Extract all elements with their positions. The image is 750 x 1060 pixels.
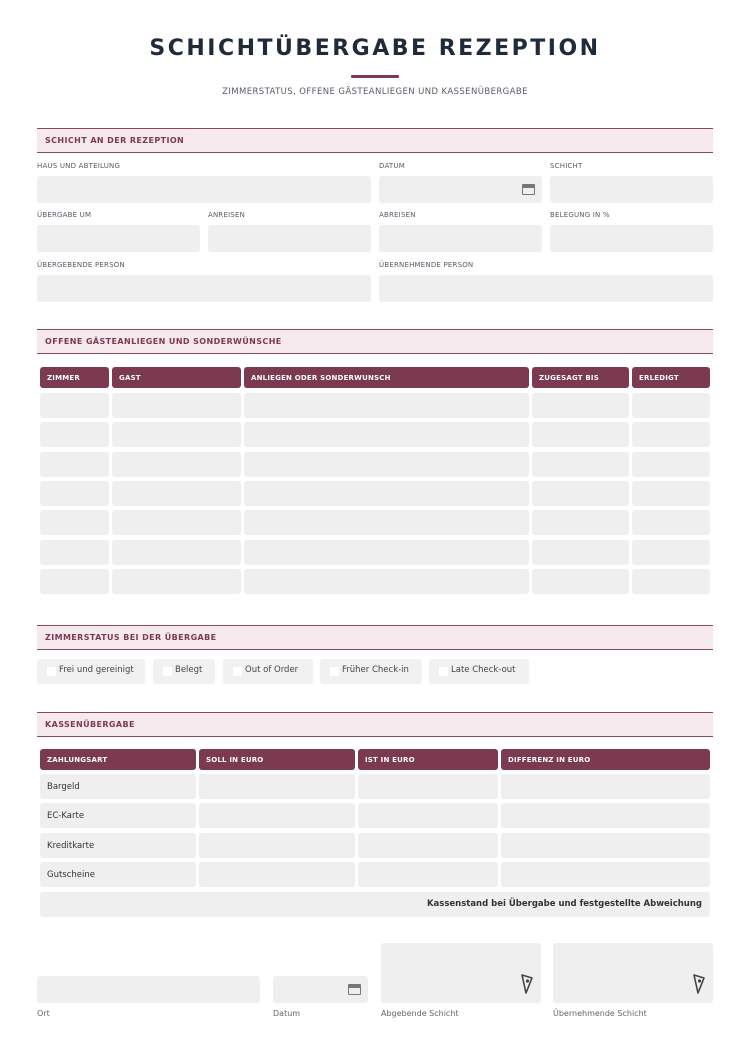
col-gast: GAST: [112, 367, 241, 388]
col-soll: SOLL IN EURO: [199, 749, 355, 770]
request-cell-erledigt[interactable]: [632, 393, 710, 418]
request-cell-zugesagt[interactable]: [532, 510, 629, 535]
request-cell-erledigt[interactable]: [632, 540, 710, 565]
page-subtitle: ZIMMERSTATUS, OFFENE GÄSTEANLIEGEN UND KASSENÜBERGABE: [222, 87, 528, 97]
request-cell-zugesagt[interactable]: [532, 393, 629, 418]
col-zugesagt: ZUGESAGT BIS: [532, 367, 629, 388]
request-cell-zimmer[interactable]: [40, 422, 109, 447]
status-option-label: Frei und gereinigt: [59, 665, 134, 675]
request-cell-anliegen[interactable]: [244, 540, 529, 565]
request-cell-zimmer[interactable]: [40, 569, 109, 594]
cash-cell-differenz[interactable]: [501, 862, 710, 887]
calendar-icon[interactable]: [348, 984, 361, 995]
request-cell-anliegen[interactable]: [244, 510, 529, 535]
request-cell-erledigt[interactable]: [632, 510, 710, 535]
request-cell-gast[interactable]: [112, 510, 241, 535]
cash-summary-label: Kassenstand bei Übergabe und festgestellte Abweichung: [426, 899, 702, 909]
cash-cell-soll[interactable]: [199, 774, 355, 799]
request-cell-gast[interactable]: [112, 452, 241, 477]
section-header-cash: [37, 712, 713, 737]
label-datum: DATUM: [379, 162, 405, 170]
uebernehmende-field[interactable]: [379, 275, 713, 302]
section-title: OFFENE GÄSTEANLIEGEN UND SONDERWÜNSCHE: [45, 337, 282, 346]
section-header-room-status: [37, 625, 713, 650]
signature-uebernehmende-field[interactable]: [553, 943, 713, 1003]
cash-cell-differenz[interactable]: [501, 774, 710, 799]
status-option-frueher-checkin[interactable]: [320, 659, 422, 684]
cash-cell-differenz[interactable]: [501, 803, 710, 828]
cash-cell-zahlungsart: Kreditkarte: [40, 833, 196, 858]
checkbox[interactable]: [330, 667, 339, 676]
status-option-label: Out of Order: [245, 665, 299, 675]
pen-icon: [519, 973, 535, 995]
request-cell-zugesagt[interactable]: [532, 481, 629, 506]
section-header-shift: [37, 128, 713, 153]
status-option-label: Früher Check-in: [342, 665, 409, 675]
cash-cell-zahlungsart: Bargeld: [40, 774, 196, 799]
cash-cell-soll[interactable]: [199, 833, 355, 858]
cash-cell-ist[interactable]: [358, 774, 498, 799]
cash-cell-ist[interactable]: [358, 833, 498, 858]
request-cell-zimmer[interactable]: [40, 540, 109, 565]
cash-cell-zahlungsart: Gutscheine: [40, 862, 196, 887]
request-cell-zugesagt[interactable]: [532, 422, 629, 447]
request-cell-gast[interactable]: [112, 393, 241, 418]
col-erledigt: ERLEDIGT: [632, 367, 710, 388]
uebergebende-field[interactable]: [37, 275, 371, 302]
label-anreisen: ANREISEN: [208, 211, 246, 219]
checkbox[interactable]: [233, 667, 242, 676]
checkbox[interactable]: [439, 667, 448, 676]
pen-icon: [691, 973, 707, 995]
request-cell-erledigt[interactable]: [632, 422, 710, 447]
label-uebernehmende: ÜBERNEHMENDE PERSON: [379, 261, 474, 269]
cash-cell-soll[interactable]: [199, 803, 355, 828]
col-zahlungsart: ZAHLUNGSART: [40, 749, 196, 770]
request-cell-anliegen[interactable]: [244, 393, 529, 418]
request-cell-gast[interactable]: [112, 540, 241, 565]
status-option-label: Late Check-out: [451, 665, 516, 675]
section-header-requests: [37, 329, 713, 354]
anreisen-field[interactable]: [208, 225, 371, 252]
uebergabe-um-field[interactable]: [37, 225, 200, 252]
col-differenz: DIFFERENZ IN EURO: [501, 749, 710, 770]
col-ist: IST IN EURO: [358, 749, 498, 770]
status-option-label: Belegt: [175, 665, 203, 675]
request-cell-gast[interactable]: [112, 481, 241, 506]
request-cell-erledigt[interactable]: [632, 452, 710, 477]
cash-cell-ist[interactable]: [358, 803, 498, 828]
calendar-icon[interactable]: [522, 184, 535, 195]
abreisen-field[interactable]: [379, 225, 542, 252]
belegung-field[interactable]: [550, 225, 713, 252]
section-title: SCHICHT AN DER REZEPTION: [45, 136, 185, 145]
sign-date-field[interactable]: [273, 976, 368, 1003]
request-cell-zugesagt[interactable]: [532, 569, 629, 594]
page-title: SCHICHTÜBERGABE REZEPTION: [149, 36, 601, 61]
sign-date-label: Datum: [273, 1009, 301, 1018]
section-title: KASSENÜBERGABE: [45, 720, 135, 729]
haus-field[interactable]: [37, 176, 371, 203]
signature-abgebende-label: Abgebende Schicht: [381, 1009, 459, 1018]
col-zimmer: ZIMMER: [40, 367, 109, 388]
status-option-late-checkout[interactable]: [429, 659, 529, 684]
label-haus: HAUS UND ABTEILUNG: [37, 162, 121, 170]
cash-cell-zahlungsart: EC-Karte: [40, 803, 196, 828]
col-anliegen: ANLIEGEN ODER SONDERWUNSCH: [244, 367, 529, 388]
request-cell-zugesagt[interactable]: [532, 452, 629, 477]
request-cell-zimmer[interactable]: [40, 393, 109, 418]
cash-cell-ist[interactable]: [358, 862, 498, 887]
label-uebergabe-um: ÜBERGABE UM: [37, 211, 92, 219]
ort-field[interactable]: [37, 976, 260, 1003]
title-underline: [351, 75, 399, 78]
request-cell-zimmer[interactable]: [40, 481, 109, 506]
label-uebergebende: ÜBERGEBENDE PERSON: [37, 261, 125, 269]
request-cell-anliegen[interactable]: [244, 422, 529, 447]
request-cell-zimmer[interactable]: [40, 452, 109, 477]
checkbox[interactable]: [47, 667, 56, 676]
cash-cell-differenz[interactable]: [501, 833, 710, 858]
signature-uebernehmende-label: Übernehmende Schicht: [553, 1009, 647, 1018]
datum-field[interactable]: [379, 176, 542, 203]
request-cell-erledigt[interactable]: [632, 569, 710, 594]
status-option-belegt[interactable]: [153, 659, 215, 684]
label-belegung: BELEGUNG IN %: [550, 211, 610, 219]
label-schicht: SCHICHT: [550, 162, 583, 170]
request-cell-zugesagt[interactable]: [532, 540, 629, 565]
request-cell-gast[interactable]: [112, 422, 241, 447]
request-cell-anliegen[interactable]: [244, 569, 529, 594]
cash-cell-soll[interactable]: [199, 862, 355, 887]
request-cell-gast[interactable]: [112, 569, 241, 594]
status-option-frei[interactable]: [37, 659, 145, 684]
request-cell-anliegen[interactable]: [244, 481, 529, 506]
ort-label: Ort: [37, 1009, 50, 1018]
status-option-out-of-order[interactable]: [223, 659, 313, 684]
request-cell-anliegen[interactable]: [244, 452, 529, 477]
checkbox[interactable]: [163, 667, 172, 676]
cash-summary-row[interactable]: [40, 892, 710, 917]
request-cell-erledigt[interactable]: [632, 481, 710, 506]
label-abreisen: ABREISEN: [379, 211, 416, 219]
request-cell-zimmer[interactable]: [40, 510, 109, 535]
signature-abgebende-field[interactable]: [381, 943, 541, 1003]
schicht-field[interactable]: [550, 176, 713, 203]
section-title: ZIMMERSTATUS BEI DER ÜBERGABE: [45, 633, 217, 642]
